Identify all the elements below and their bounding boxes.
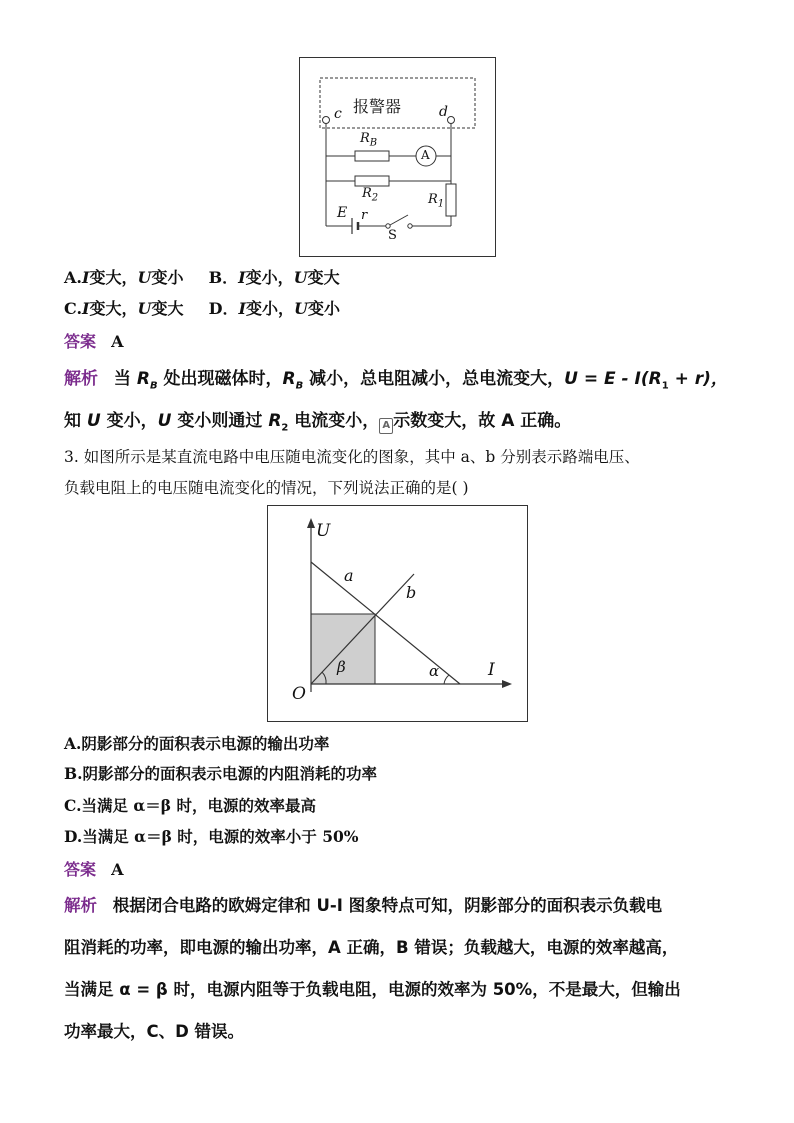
ammeter-icon: A [379,418,393,434]
q3-explanation-line-1: 解析 根据闭合电路的欧姆定律和 U-I 图象特点可知，阴影部分的面积表示负载电 [64,896,663,915]
u-axis-arrow [307,518,315,528]
ammeter-label: A [421,148,430,162]
ui-graph-figure [267,505,528,722]
q3-option-d: D.当满足 α＝β 时，电源的效率小于 50% [64,827,359,846]
line-b-label: b [406,583,417,602]
line-a-label: a [344,566,354,585]
u-axis-label: U [316,521,331,541]
alpha-arc [444,675,449,684]
answer-tag: 答案 [64,332,97,351]
q3-answer [64,857,124,880]
terminal-c [323,117,330,124]
terminal-c-label: c [334,106,342,122]
q3-option-b: B.阴影部分的面积表示电源的内阻消耗的功率 [64,764,377,783]
resistor-r2 [355,176,389,186]
internal-r-label: r [361,208,368,223]
r1-label: $R_1$ [428,192,445,210]
q3-explanation-line-2: 阻消耗的功率，即电源的输出功率，A 正确，B 错误；负载越大，电源的效率越高， [64,938,679,957]
switch-label: S [388,228,397,243]
i-axis-arrow [502,680,512,688]
q3-stem-line-2: 负载电阻上的电压随电流变化的情况，下列说法正确的是( ) [64,479,469,497]
q2-explanation-line-1: 解析 当 $R_B$ 处出现磁体时，$R_B$ 减小，总电阻减小，总电流变大，$U = E - I(R_1 + r)$， [64,369,728,392]
terminal-d [448,117,455,124]
answer-value: A [111,332,124,351]
q3-option-c: C.当满足 α＝β 时，电源的效率最高 [64,796,316,815]
origin-label: O [292,684,306,704]
resistor-rb [355,151,389,161]
q3-explanation-line-3: 当满足 α = β 时，电源内阻等于负载电阻，电源的效率为 50%，不是最大，但输出 [64,980,681,999]
r2-label: $R_2$ [362,186,379,204]
q2-explanation-line-2: 知 U 变小，U 变小则通过 $R_2$ 电流变小， A 示数变大，故 A 正确。 [64,411,572,434]
explanation-tag: 解析 [64,369,98,389]
ui-graph-svg [268,506,527,721]
q3-stem-line-1: 3. 如图所示是某直流电路中电压随电流变化的图象，其中 a、b 分别表示路端电压、 [64,448,640,466]
switch-blade [390,215,408,225]
answer-value: A [111,860,124,879]
resistor-r1 [446,184,456,216]
terminal-d-label: d [439,104,448,120]
q2-answer [64,329,124,352]
alarm-label: 报警器 [353,97,402,116]
circuit-svg [300,58,495,256]
answer-tag: 答案 [64,860,97,879]
beta-label: β [337,658,346,676]
alpha-label: α [429,662,440,680]
q3-option-a: A.阴影部分的面积表示电源的输出功率 [64,734,330,753]
q2-option-row-2: C.I变大，U变大 D．I变小，U变小 [64,299,341,318]
q2-option-row-1: A.I变大，U变小 B．I变小，U变大 [64,268,340,287]
emf-label: E [337,205,348,221]
q3-explanation-line-4: 功率最大，C、D 错误。 [64,1022,245,1041]
rb-label: $R_B$ [360,131,378,149]
explanation-tag: 解析 [64,896,97,915]
i-axis-label: I [488,660,495,680]
circuit-figure [299,57,496,257]
